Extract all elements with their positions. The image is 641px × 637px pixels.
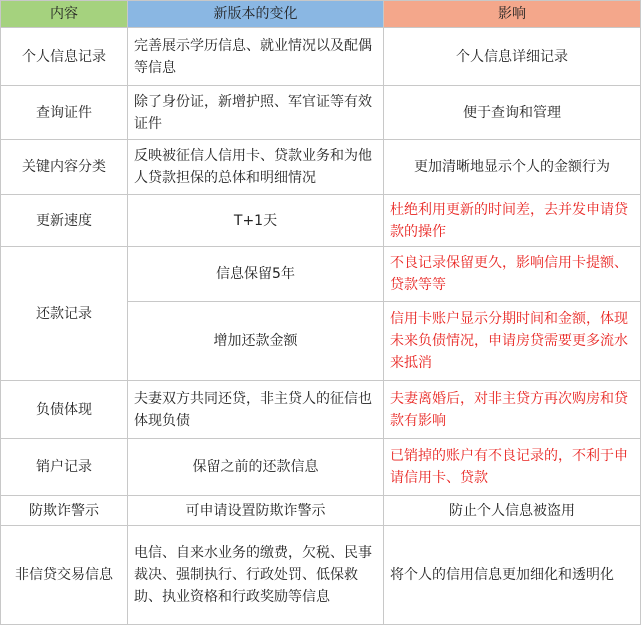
row-change: 增加还款金额 <box>128 302 384 381</box>
row-label: 防欺诈警示 <box>1 496 128 526</box>
table-row <box>1 28 641 86</box>
header-change: 新版本的变化 <box>128 1 384 28</box>
row-label: 还款记录 <box>1 247 128 381</box>
row-label: 销户记录 <box>1 439 128 496</box>
table-row <box>1 496 641 526</box>
table-row <box>1 439 641 496</box>
row-label: 负债体现 <box>1 381 128 439</box>
table-row <box>1 86 641 140</box>
header-impact: 影响 <box>384 1 641 28</box>
row-label: 关键内容分类 <box>1 140 128 195</box>
row-label: 非信贷交易信息 <box>1 526 128 625</box>
table-row <box>1 247 641 302</box>
row-impact: 信用卡账户显示分期时间和金额，体现未来负债情况，申请房贷需要更多流水来抵消 <box>384 302 641 381</box>
row-change: 夫妻双方共同还贷，非主贷人的征信也体现负债 <box>128 381 384 439</box>
row-change: 电信、自来水业务的缴费，欠税、民事裁决、强制执行、行政处罚、低保救助、执业资格和行政奖励等信息 <box>128 526 384 625</box>
header-row <box>1 1 641 28</box>
table-row <box>1 381 641 439</box>
row-impact: 将个人的信用信息更加细化和透明化 <box>384 526 641 625</box>
row-change: 完善展示学历信息、就业情况以及配偶等信息 <box>128 28 384 86</box>
row-change: 反映被征信人信用卡、贷款业务和为他人贷款担保的总体和明细情况 <box>128 140 384 195</box>
row-impact: 已销掉的账户有不良记录的，不利于申请信用卡、贷款 <box>384 439 641 496</box>
row-impact: 不良记录保留更久，影响信用卡提额、贷款等等 <box>384 247 641 302</box>
table-row <box>1 140 641 195</box>
row-label: 查询证件 <box>1 86 128 140</box>
row-impact: 个人信息详细记录 <box>384 28 641 86</box>
row-change: 除了身份证，新增护照、军官证等有效证件 <box>128 86 384 140</box>
row-impact: 防止个人信息被盗用 <box>384 496 641 526</box>
row-label: 个人信息记录 <box>1 28 128 86</box>
table-row <box>1 195 641 247</box>
row-change: 信息保留5年 <box>128 247 384 302</box>
row-label: 更新速度 <box>1 195 128 247</box>
table-row <box>1 526 641 625</box>
row-impact: 夫妻离婚后，对非主贷方再次购房和贷款有影响 <box>384 381 641 439</box>
row-change: 可申请设置防欺诈警示 <box>128 496 384 526</box>
row-change: 保留之前的还款信息 <box>128 439 384 496</box>
header-content: 内容 <box>1 1 128 28</box>
row-impact: 更加清晰地显示个人的金额行为 <box>384 140 641 195</box>
row-impact: 便于查询和管理 <box>384 86 641 140</box>
row-change: T+1天 <box>128 195 384 247</box>
row-impact: 杜绝利用更新的时间差，去并发申请贷款的操作 <box>384 195 641 247</box>
